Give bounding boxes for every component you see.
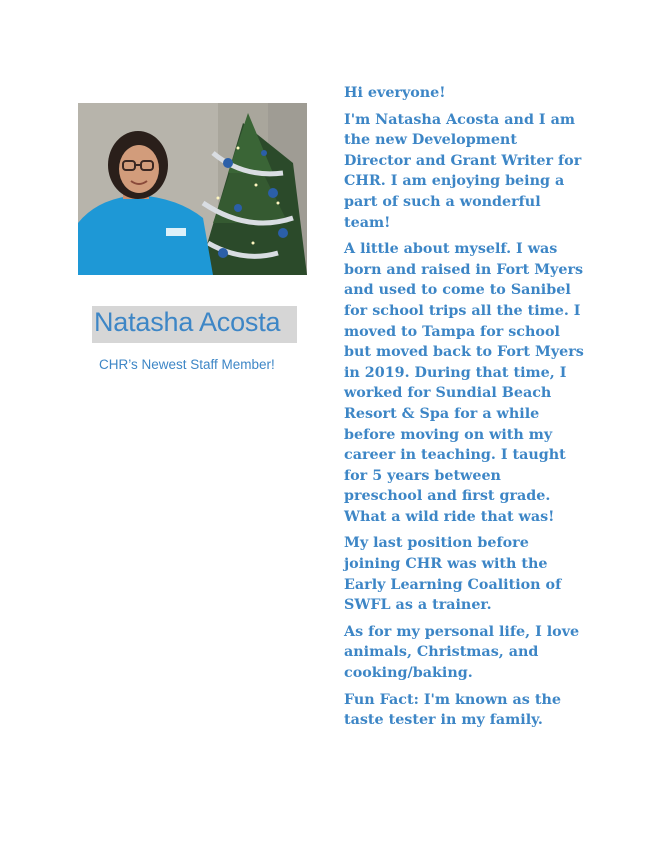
fun-fact-paragraph: Fun Fact: I'm known as the taste tester in my family. [344, 691, 561, 729]
staff-photo [78, 103, 307, 275]
intro-paragraph: I'm Natasha Acosta and I am the new Development Director and Grant Writer for CHR. I am enjoying being a part of such a wonderful team! [344, 111, 582, 231]
background-paragraph: A little about myself. I was born and raised in Fort Myers and used to come to Sanibel for school trips all the time. I moved to Tampa for school but moved back to Fort Myers in 2019. During that time, I worked for Sundial Beach Resort & Spa for a while before moving on with my career in teaching. I taught for 5 years between preschool and first grade. What a wild ride that was! [344, 241, 584, 525]
photo-caption: CHR’s Newest Staff Member! [99, 357, 275, 372]
greeting-paragraph: Hi everyone! [344, 85, 446, 101]
staff-name: Natasha Acosta [94, 307, 281, 337]
portrait-image [78, 103, 307, 275]
personal-life-paragraph: As for my personal life, I love animals, Christmas, and cooking/baking. [344, 623, 580, 682]
bio-text [344, 83, 584, 737]
previous-position-paragraph: My last position before joining CHR was with the Early Learning Coalition of SWFL as a trainer. [344, 535, 562, 614]
